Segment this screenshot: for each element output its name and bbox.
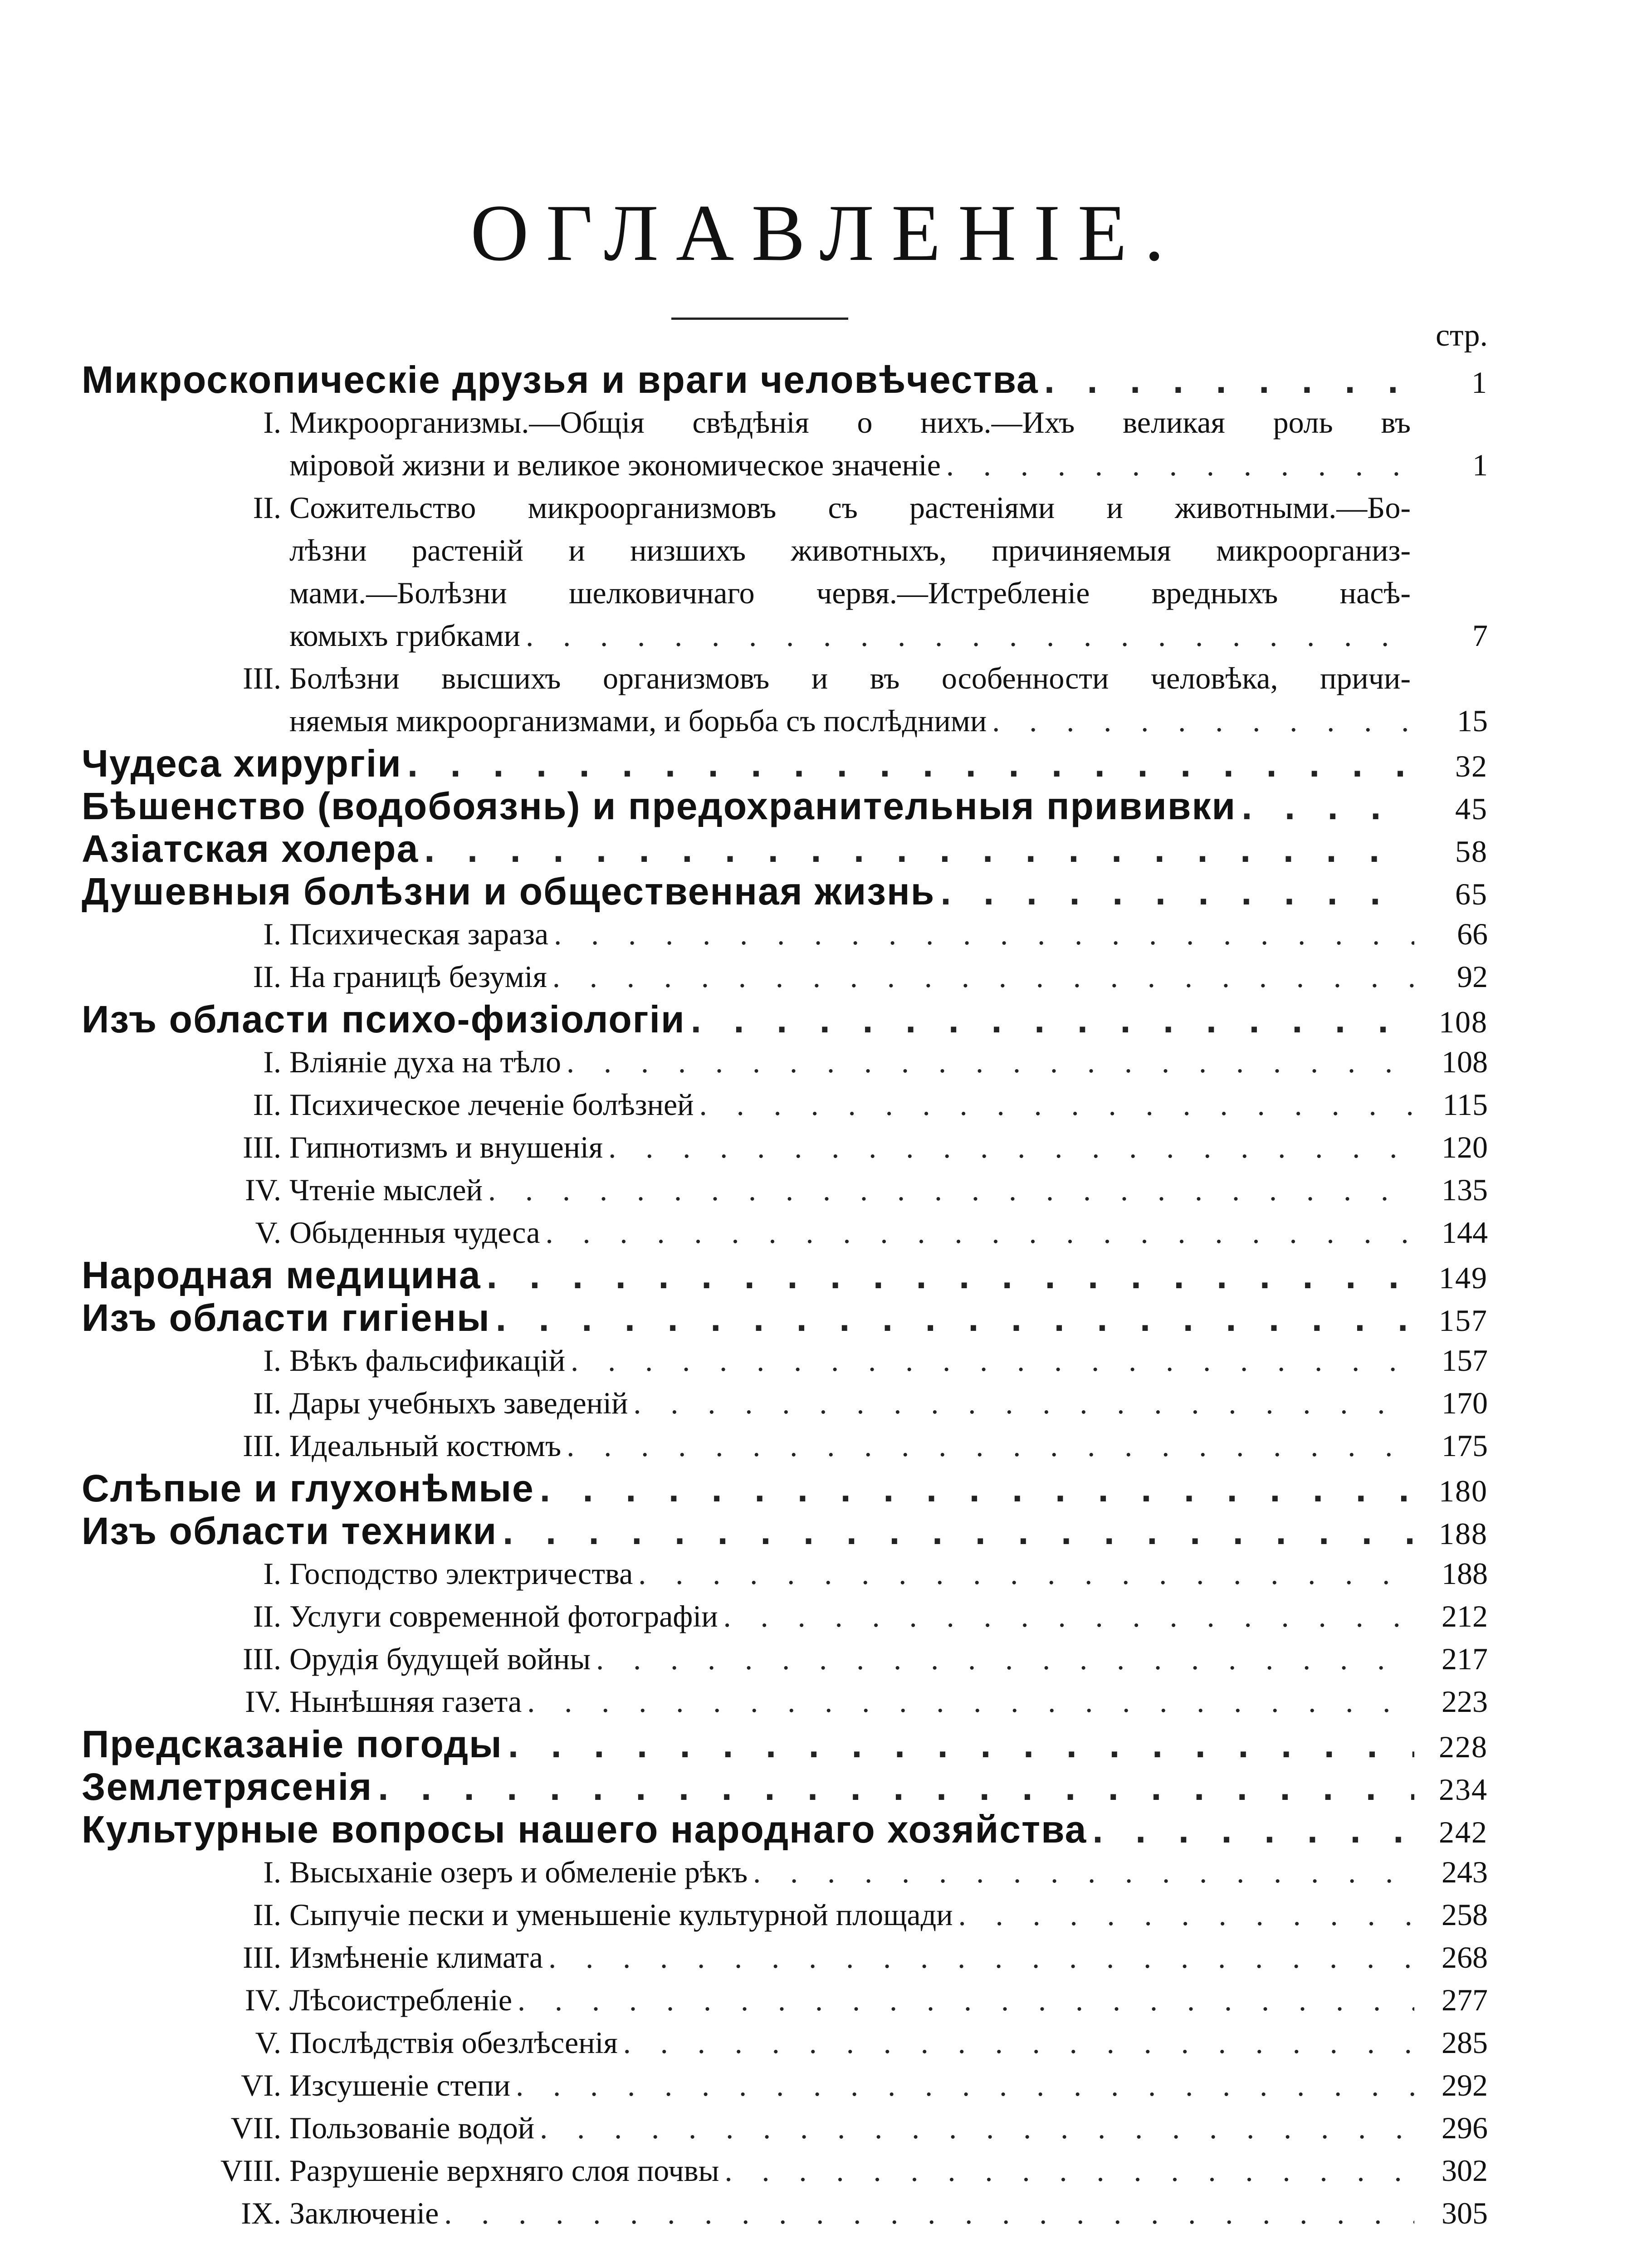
leader-dots [488,1168,1414,1211]
roman-numeral: III. [243,1130,281,1164]
leader-dots [407,742,1414,785]
section-title: Культурные вопросы нашего народнаго хозяйства [82,1808,1087,1851]
subsection-text: Чтеніе мыслей [289,1173,483,1207]
roman-numeral: I. [263,917,281,951]
page-number: 305 [1442,2196,1488,2230]
leader-dots [527,1680,1414,1723]
leader-dots [633,1382,1414,1424]
roman-numeral: III. [243,1428,281,1463]
toc-section[interactable] [82,827,1488,870]
page-number: 1 [1471,365,1488,400]
section-title: Землетрясенія [82,1765,373,1808]
roman-numeral: I. [263,1556,281,1591]
toc-subsection-line[interactable] [82,444,1488,486]
page-number: 212 [1442,1599,1488,1633]
subsection-text: Заключеніе [289,2196,439,2230]
page-number: 1 [1472,448,1488,482]
leader-dots [540,2107,1414,2149]
leader-dots [1092,1808,1414,1851]
roman-numeral: II. [253,959,281,994]
leader-dots [567,1041,1414,1083]
page-number: 302 [1442,2153,1488,2188]
roman-numeral: IV. [245,1684,281,1719]
subsection-text: Вліяніе духа на тѣло [289,1045,561,1079]
page-number: 258 [1442,1897,1488,1932]
toc-subsection[interactable] [82,2107,1488,2149]
page-number: 135 [1442,1173,1488,1207]
subsection-text: мiровой жизни и великое экономическое значенiе [289,448,941,482]
toc-subsection[interactable] [82,1382,1488,1424]
page-number: 58 [1455,834,1488,869]
section-title: Изъ области психо-физіологіи [82,998,685,1041]
leader-dots [571,1339,1414,1382]
toc-subsection-line[interactable] [82,572,1488,614]
page-number: 149 [1439,1261,1488,1295]
page-number: 7 [1472,618,1488,653]
leader-dots [753,1851,1414,1893]
subsection-text: Микроорганизмы.—Общія свѣдѣнія о нихъ.—Ихъ великая роль въ [289,405,1411,440]
page-number: 115 [1442,1087,1488,1122]
section-title: Бѣшенство (водобоязнь) и предохранительныя прививки [82,785,1237,827]
leader-dots [1044,358,1414,401]
subsection-text: Разрушеніе верхняго слоя почвы [289,2153,719,2188]
subsection-text: Высыханіе озеръ и обмеленіе рѣкъ [289,1855,748,1889]
subsection-text: Гипнотизмъ и внушенія [289,1130,603,1164]
leader-dots [691,998,1414,1041]
toc-section[interactable] [82,785,1488,827]
toc-subsection-line[interactable] [82,699,1488,742]
toc-subsection[interactable] [82,1168,1488,1211]
subsection-text: Послѣдствія обезлѣсенія [289,2025,618,2060]
subsection-text: Измѣненіе климата [289,1940,543,1975]
table-of-contents [82,358,1488,2234]
page-number: 108 [1439,1005,1488,1039]
subsection-text: Господство электричества [289,1556,633,1591]
toc-subsection-line[interactable] [82,486,1488,529]
toc-subsection[interactable] [82,2192,1488,2234]
toc-subsection-line[interactable] [82,401,1488,444]
section-title: Изъ области техники [82,1510,498,1552]
toc-subsection[interactable] [82,2149,1488,2192]
subsection-text: Лѣсоистребленіе [289,1983,513,2017]
roman-numeral: V. [255,2025,281,2060]
subsection-text: Обыденныя чудеса [289,1215,540,1250]
subsection-text: Психическое леченіе болѣзней [289,1087,694,1122]
page-number: 285 [1442,2025,1488,2060]
toc-subsection[interactable] [82,1424,1488,1467]
toc-subsection[interactable] [82,2064,1488,2107]
page-title: ОГЛАВЛЕНІЕ. [470,188,1182,278]
roman-numeral: I. [263,1045,281,1079]
page-number: 157 [1439,1303,1488,1338]
leader-dots [496,1296,1414,1339]
toc-subsection[interactable] [82,1851,1488,1893]
page-number: 120 [1442,1130,1488,1164]
page-number: 144 [1442,1215,1488,1250]
subsection-text: Дары учебныхъ заведеній [289,1386,628,1420]
toc-subsection[interactable] [82,1126,1488,1168]
section-title: Изъ области гигіены [82,1296,490,1339]
roman-numeral: IV. [245,1173,281,1207]
leader-dots [546,1211,1415,1254]
leader-dots [518,1979,1414,2021]
toc-subsection-line[interactable] [82,614,1488,657]
leader-dots [699,1083,1414,1126]
toc-subsection[interactable] [82,1680,1488,1723]
leader-dots [516,2064,1414,2107]
subsection-text: няемыя микроорганизмами, и борьба съ послѣдними [289,704,987,738]
page-number: 296 [1442,2111,1488,2145]
page-number: 170 [1442,1386,1488,1420]
leader-dots [958,1893,1414,1936]
toc-subsection-line[interactable] [82,529,1488,572]
page-number: 66 [1457,917,1488,951]
toc-subsection[interactable] [82,1041,1488,1083]
toc-subsection[interactable] [82,1339,1488,1382]
page-number: 188 [1439,1516,1488,1551]
page-number: 292 [1442,2068,1488,2102]
subsection-text: Сыпучіе пески и уменьшеніе культурной площади [289,1897,953,1932]
page-number: 228 [1439,1730,1488,1764]
section-title: Микроскопическіе друзья и враги человѣчества [82,358,1039,401]
toc-subsection[interactable] [82,1083,1488,1126]
subsection-text: Нынѣшняя газета [289,1684,522,1719]
leader-dots [503,1510,1414,1552]
toc-section[interactable] [82,1510,1488,1552]
subsection-text: Пользованіе водой [289,2111,535,2145]
leader-dots [540,1467,1414,1510]
toc-subsection[interactable] [82,1552,1488,1595]
subsection-text: Изсушеніе степи [289,2068,511,2102]
subsection-text: На границѣ безумія [289,959,547,994]
page-number: 92 [1457,959,1488,994]
subsection-text: Болѣзни высшихъ организмовъ и въ особенности человѣка, причи- [289,661,1411,695]
roman-numeral: VII. [230,2111,281,2145]
section-title: Азіатская холера [82,827,419,870]
page-number: 242 [1439,1815,1488,1849]
roman-numeral: IV. [245,1983,281,2017]
roman-numeral: II. [253,1087,281,1122]
page-number: 243 [1442,1855,1488,1889]
subsection-text: Орудія будущей войны [289,1642,591,1676]
toc-section[interactable] [82,1254,1488,1296]
subsection-text: лѣзни растеній и низшихъ животныхъ, причиняемыя микроорганиз- [289,533,1411,567]
page-number: 277 [1442,1983,1488,2017]
toc-section[interactable] [82,358,1488,401]
toc-section[interactable] [82,998,1488,1041]
leader-dots [992,699,1414,742]
leader-dots [552,955,1414,998]
page-number: 108 [1442,1045,1488,1079]
toc-subsection[interactable] [82,913,1488,955]
page-number: 234 [1439,1772,1488,1807]
subsection-text: Идеальный костюмъ [289,1428,562,1463]
page-number: 15 [1457,704,1488,738]
toc-section[interactable] [82,1723,1488,1765]
roman-numeral: III. [243,1642,281,1676]
subsection-text: Психическая зараза [289,917,549,951]
toc-section[interactable] [82,1808,1488,1851]
toc-subsection[interactable] [82,1595,1488,1637]
leader-dots [444,2192,1414,2234]
leader-dots [487,1254,1414,1296]
roman-numeral: II. [253,1599,281,1633]
leader-dots [508,1723,1414,1765]
toc-section[interactable] [82,1467,1488,1510]
leader-dots [608,1126,1414,1168]
leader-dots [526,614,1414,657]
toc-subsection-line[interactable] [82,657,1488,699]
roman-numeral: V. [255,1215,281,1250]
subsection-text: комыхъ грибками [289,618,521,653]
title-divider [671,318,848,320]
page-column-header: стр. [1435,318,1488,353]
section-title: Душевныя болѣзни и общественная жизнь [82,870,935,913]
roman-numeral: II. [253,490,281,525]
roman-numeral: IX. [241,2196,281,2230]
subsection-text: мами.—Болѣзни шелковичнаго червя.—Истребленіе вредныхъ насѣ- [289,576,1411,610]
leader-dots [940,870,1414,913]
roman-numeral: III. [243,661,281,695]
page-number: 65 [1455,877,1488,911]
toc-subsection[interactable] [82,955,1488,998]
leader-dots [638,1552,1414,1595]
roman-numeral: II. [253,1386,281,1420]
leader-dots [548,1936,1414,1979]
toc-section[interactable] [82,870,1488,913]
roman-numeral: VIII. [220,2153,281,2188]
leader-dots [623,2021,1414,2064]
roman-numeral: III. [243,1940,281,1975]
roman-numeral: VI. [241,2068,281,2102]
subsection-text: Сожительство микроорганизмовъ съ растеніями и животными.—Бо- [289,490,1411,525]
roman-numeral: I. [263,1343,281,1378]
page-number: 223 [1442,1684,1488,1719]
section-title: Слѣпые и глухонѣмые [82,1467,534,1510]
leader-dots [1241,785,1414,827]
section-title: Народная медицина [82,1254,481,1296]
page-number: 188 [1442,1556,1488,1591]
leader-dots [567,1424,1414,1467]
toc-subsection[interactable] [82,1893,1488,1936]
page-number: 32 [1455,749,1488,783]
roman-numeral: II. [253,1897,281,1932]
leader-dots [378,1765,1414,1808]
toc-subsection[interactable] [82,1979,1488,2021]
subsection-text: Вѣкъ фальсификацій [289,1343,566,1378]
toc-section[interactable] [82,1296,1488,1339]
leader-dots [724,2149,1414,2192]
section-title: Предсказаніе погоды [82,1723,503,1765]
leader-dots [424,827,1414,870]
toc-subsection[interactable] [82,2021,1488,2064]
roman-numeral: I. [263,405,281,440]
leader-dots [554,913,1414,955]
page-number: 45 [1455,792,1488,826]
section-title: Чудеса хирургіи [82,742,402,785]
subsection-text: Услуги современной фотографіи [289,1599,718,1633]
page-number: 157 [1442,1343,1488,1378]
toc-subsection[interactable] [82,1211,1488,1254]
page-number: 180 [1439,1474,1488,1508]
toc-section[interactable] [82,1765,1488,1808]
toc-section[interactable] [82,742,1488,785]
leader-dots [946,444,1414,486]
toc-subsection[interactable] [82,1637,1488,1680]
page-number: 268 [1442,1940,1488,1975]
page-number: 175 [1442,1428,1488,1463]
toc-subsection[interactable] [82,1936,1488,1979]
leader-dots [723,1595,1414,1637]
page-number: 217 [1442,1642,1488,1676]
leader-dots [596,1637,1414,1680]
roman-numeral: I. [263,1855,281,1889]
